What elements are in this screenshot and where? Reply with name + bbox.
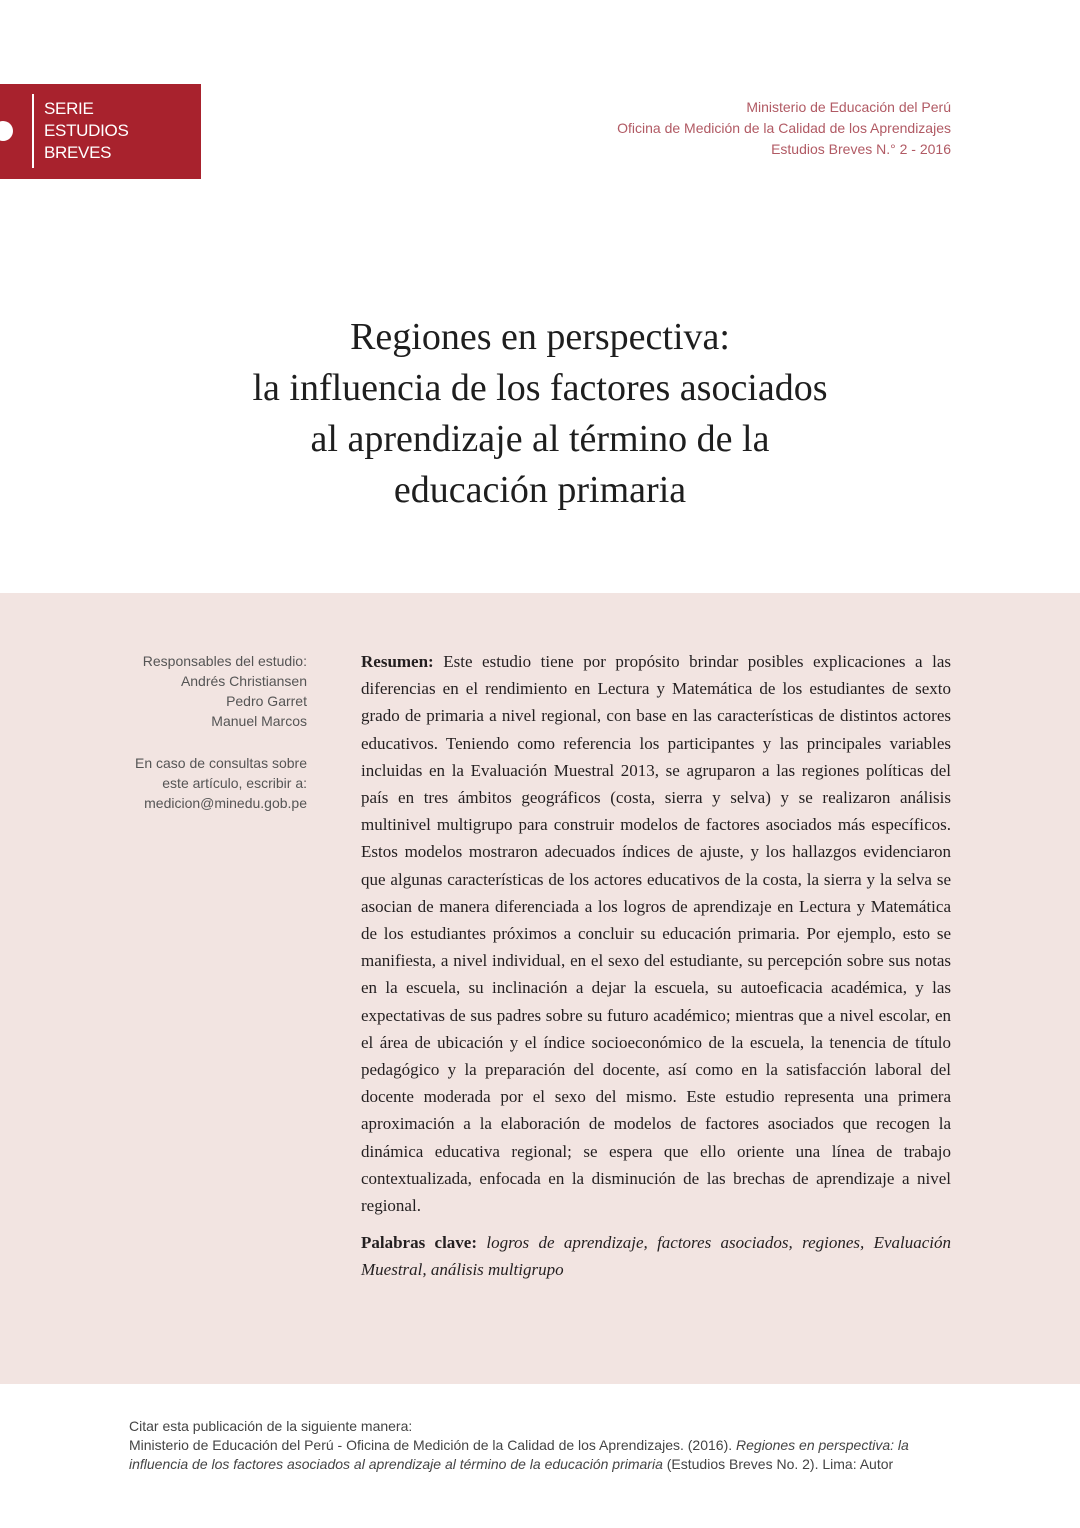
citation-text xyxy=(129,1436,929,1474)
series-line: ESTUDIOS xyxy=(44,121,129,140)
paper-title xyxy=(0,312,1080,516)
citation-heading: Citar esta publicación de la siguiente manera: xyxy=(129,1418,413,1434)
spacer xyxy=(77,731,307,753)
author-name: Manuel Marcos xyxy=(211,713,307,729)
citation-prefix: Ministerio de Educación del Perú - Oficina de Medición de la Calidad de los Aprendizajes. (2016). xyxy=(129,1437,737,1453)
contact-line: En caso de consultas sobre xyxy=(135,755,307,771)
citation-title: Regiones en perspectiva: la influencia de los factores asociados al aprendizaje al término de la educación primaria xyxy=(129,1437,909,1472)
authors-sidebar xyxy=(77,651,307,813)
title-line: al aprendizaje al término de la xyxy=(310,418,770,460)
title-line: la influencia de los factores asociados xyxy=(252,367,828,409)
contact-line: este artículo, escribir a: xyxy=(162,775,307,791)
badge-divider xyxy=(32,94,34,168)
publication-number: Estudios Breves N.° 2 - 2016 xyxy=(771,141,951,157)
citation-block xyxy=(129,1417,929,1474)
abstract-paragraph xyxy=(361,648,951,1219)
abstract xyxy=(361,648,951,1284)
citation-suffix: (Estudios Breves No. 2). Lima: Autor xyxy=(662,1456,894,1472)
series-name xyxy=(44,98,129,164)
keywords-text: logros de aprendizaje, factores asociados, regiones, Evaluación Muestral, análisis multigrupo xyxy=(361,1233,952,1280)
author-name: Pedro Garret xyxy=(226,693,307,709)
publisher-office: Oficina de Medición de la Calidad de los Aprendizajes xyxy=(617,120,951,136)
publisher-ministry: Ministerio de Educación del Perú xyxy=(746,99,951,115)
abstract-text: Este estudio tiene por propósito brindar posibles explicaciones a las diferencias en el rendimiento en Lectura y Matemática de los estudiantes de sexto grado de primaria a nivel regional, con base en las características de distintos actores educativos. Teniendo como referencia los participantes y las principales variables incluidas en la Evaluación Muestral 2013, se agruparon a las regiones políticas del país en tres ámbitos geográficos (costa, sierra y selva) y se realizaron análisis multinivel multigrupo para construir modelos de factores asociados más específicos. Estos modelos mostraron adecuados índices de ajuste, y los hallazgos evidenciaron que algunas características de los actores educativos de la costa, la sierra y la selva se asocian de manera diferenciada a los logros de aprendizaje en Lectura y Matemática de los estudiantes próximos a concluir su educación primaria. Por ejemplo, esto se manifiesta, a nivel individual, en el sexo del estudiante, su percepción sobre sus notas en la escuela, su inclinación a dejar la escuela, su autoeficacia académica, y las expectativas de sus padres sobre su futuro académico; mientras que a nivel escolar, en el área de ubicación y el índice socioeconómico de la escuela, la tenencia de título pedagógico y la preparación del docente, así como en la satisfacción laboral del docente moderada por el sexo del mismo. Este estudio representa una primera aproximación a la elaboración de modelos de factores asociados que recogen la dinámica educativa regional; se espera que ello oriente una línea de trabajo contextualizada, enfocada en la disminución de las brechas de aprendizaje a nivel regional. xyxy=(361,652,951,1216)
series-line: SERIE xyxy=(44,99,94,118)
responsables-label: Responsables del estudio: xyxy=(142,653,307,669)
contact-email: medicion@minedu.gob.pe xyxy=(144,795,307,811)
abstract-label: Resumen: xyxy=(361,652,434,671)
title-line: educación primaria xyxy=(393,469,687,511)
keywords-label: Palabras clave: xyxy=(361,1233,478,1253)
title-line: Regiones en perspectiva: xyxy=(350,316,730,358)
series-line: BREVES xyxy=(44,143,112,162)
series-badge xyxy=(0,84,201,179)
author-name: Andrés Christiansen xyxy=(180,673,307,689)
badge-notch-decoration xyxy=(0,121,13,141)
publisher-header xyxy=(617,97,951,160)
keywords-paragraph xyxy=(361,1229,951,1283)
